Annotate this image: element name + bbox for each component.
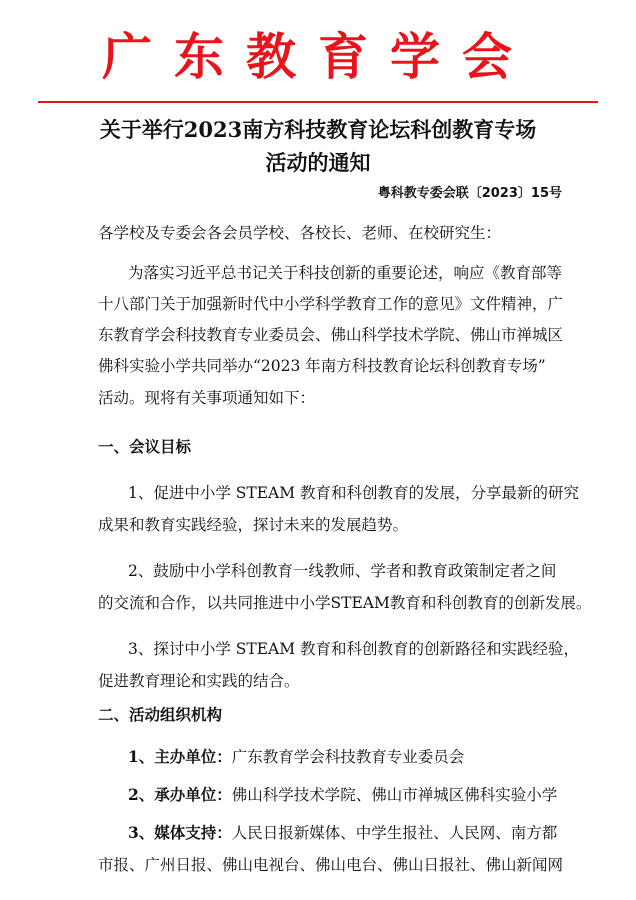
goal-line: 成果和教育实践经验，探讨未来的发展趋势。 — [98, 516, 409, 534]
org-value: 人民日报新媒体、中学生报社、人民网、南方都 — [231, 824, 558, 842]
org-label: 1、主办单位： — [128, 747, 232, 766]
goal-line: 1、促进中小学 STEAM 教育和科创教育的发展，分享最新的研究 — [128, 484, 580, 502]
section-heading-organization: 二、活动组织机构 — [98, 706, 223, 724]
org-value: 广东教育学会科技教育专业委员会 — [231, 748, 465, 766]
goal-line: 3、探讨中小学 STEAM 教育和科创教育的创新路径和实践经验， — [128, 640, 580, 658]
goal-line: 的交流和合作，以共同推进中小学STEAM教育和科创教育的创新发展。 — [98, 594, 592, 612]
org-continuation: 市报、广州日报、佛山电视台、佛山电台、佛山日报社、佛山新闻网 — [98, 856, 564, 874]
goal-line: 促进教育理论和实践的结合。 — [98, 672, 300, 690]
org-item — [128, 818, 557, 848]
intro-line: 为落实习近平总书记关于科技创新的重要论述，响应《教育部等 — [128, 264, 563, 282]
goal-line: 2、鼓励中小学科创教育一线教师、学者和教育政策制定者之间 — [128, 562, 557, 580]
org-item — [128, 742, 464, 772]
intro-line: 东教育学会科技教育专业委员会、佛山科学技术学院、佛山市禅城区 — [98, 326, 564, 344]
section-heading-goals: 一、会议目标 — [98, 438, 192, 456]
intro-line: 十八部门关于加强新时代中小学科学教育工作的意见》文件精神，广 — [98, 295, 564, 313]
salutation: 各学校及专委会各会员学校、各校长、老师、在校研究生： — [98, 224, 502, 242]
org-item — [128, 780, 557, 810]
intro-line: 活动。现将有关事项通知如下： — [98, 389, 316, 407]
org-value: 佛山科学技术学院、佛山市禅城区佛科实验小学 — [231, 786, 558, 804]
title-line-1: 关于举行2023南方科技教育论坛科创教育专场 — [99, 117, 537, 142]
masthead-rule — [38, 101, 598, 103]
intro-line: 佛科实验小学共同举办“2023 年南方科技教育论坛科创教育专场” — [98, 357, 546, 375]
title-line-2: 活动的通知 — [265, 150, 371, 175]
document-title — [60, 113, 576, 179]
org-label: 3、媒体支持： — [128, 823, 232, 842]
org-label: 2、承办单位： — [128, 785, 232, 804]
document-number: 粤科教专委会联〔2023〕15号 — [377, 186, 562, 201]
masthead: 广东教育学会 — [102, 28, 534, 86]
